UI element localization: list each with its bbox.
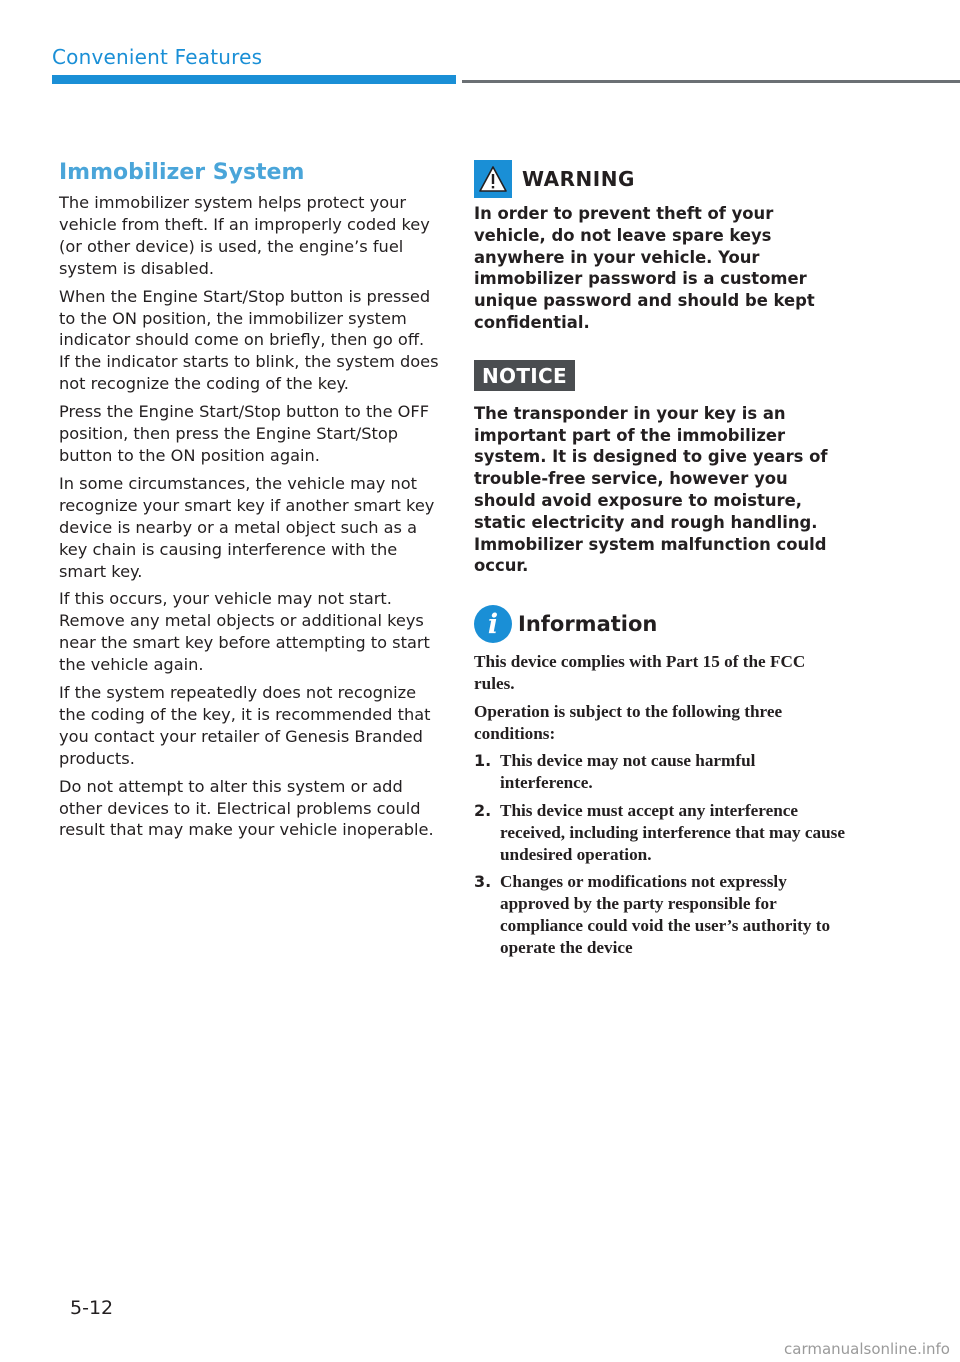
conditions-list [474,750,846,958]
list-item-number: 1. [474,751,492,771]
callout-column [474,160,846,965]
body-paragraph: When the Engine Start/Stop button is pressed to the ON position, the immobilizer system indicator should come on briefly, then go off. If the indicator starts to blink, the system does not recognize the coding of the key. [59,286,439,394]
body-paragraph: If this occurs, your vehicle may not start. Remove any metal objects or additional keys near the smart key before attempting to start the vehicle again. [59,589,430,675]
list-item [474,871,846,958]
body-paragraph: Do not attempt to alter this system or add other devices to it. Electrical problems could result that may make your vehicle inoperable. [59,776,434,840]
immobilizer-section [59,160,439,847]
header-rule [462,80,960,83]
list-item-text: This device must accept any interference received, including interference that may cause undesired operation. [500,800,845,864]
page-number: 5-12 [70,1297,114,1319]
section-header-title: Convenient Features [52,45,263,69]
list-item-number: 3. [474,872,492,892]
header-accent-bar [52,75,456,84]
warning-title: WARNING [522,167,635,191]
warning-triangle-icon [474,160,512,198]
list-item-text: Changes or modifications not expressly approved by the party responsible for compliance could void the user’s authority to operate the device [500,872,831,957]
warning-block [474,160,846,334]
information-paragraph: Operation is subject to the following three conditions: [474,701,783,743]
warning-heading [474,160,846,198]
notice-label: NOTICE [474,360,575,391]
notice-text: The transponder in your key is an important part of the immobilizer system. It is designed to give years of trouble-free service, however you should avoid exposure to moisture, static electricity and rough handling. Immobilizer system malfunction could occur. [474,403,828,576]
list-item-number: 2. [474,800,492,820]
section-title: Immobilizer System [59,160,305,185]
watermark-text: carmanualsonline.info [784,1340,950,1358]
body-paragraph: If the system repeatedly does not recognize the coding of the key, it is recommended that you contact your retailer of Genesis Branded products. [59,683,431,768]
information-paragraph: This device complies with Part 15 of the FCC rules. [474,652,806,693]
body-paragraph: The immobilizer system helps protect your vehicle from theft. If an improperly coded key (or other device) is used, the engine’s fuel system is disabled. [59,193,430,278]
info-icon: i [474,605,512,643]
body-paragraph: In some circumstances, the vehicle may not recognize your smart key if another smart key device is nearby or a metal object such as a key chain is causing interference with the smart key. [59,473,435,581]
list-item [474,800,846,865]
list-item [474,750,846,794]
list-item-text: This device may not cause harmful interference. [500,751,756,793]
body-paragraph: Press the Engine Start/Stop button to the OFF position, then press the Engine Start/Stop button to the ON position again. [59,402,430,465]
information-heading [474,605,846,643]
information-title: Information [518,612,658,637]
warning-text: In order to prevent theft of your vehicle, do not leave spare keys anywhere in your vehicle. Your immobilizer password is a customer unique password and should be kept confidential. [474,204,815,332]
